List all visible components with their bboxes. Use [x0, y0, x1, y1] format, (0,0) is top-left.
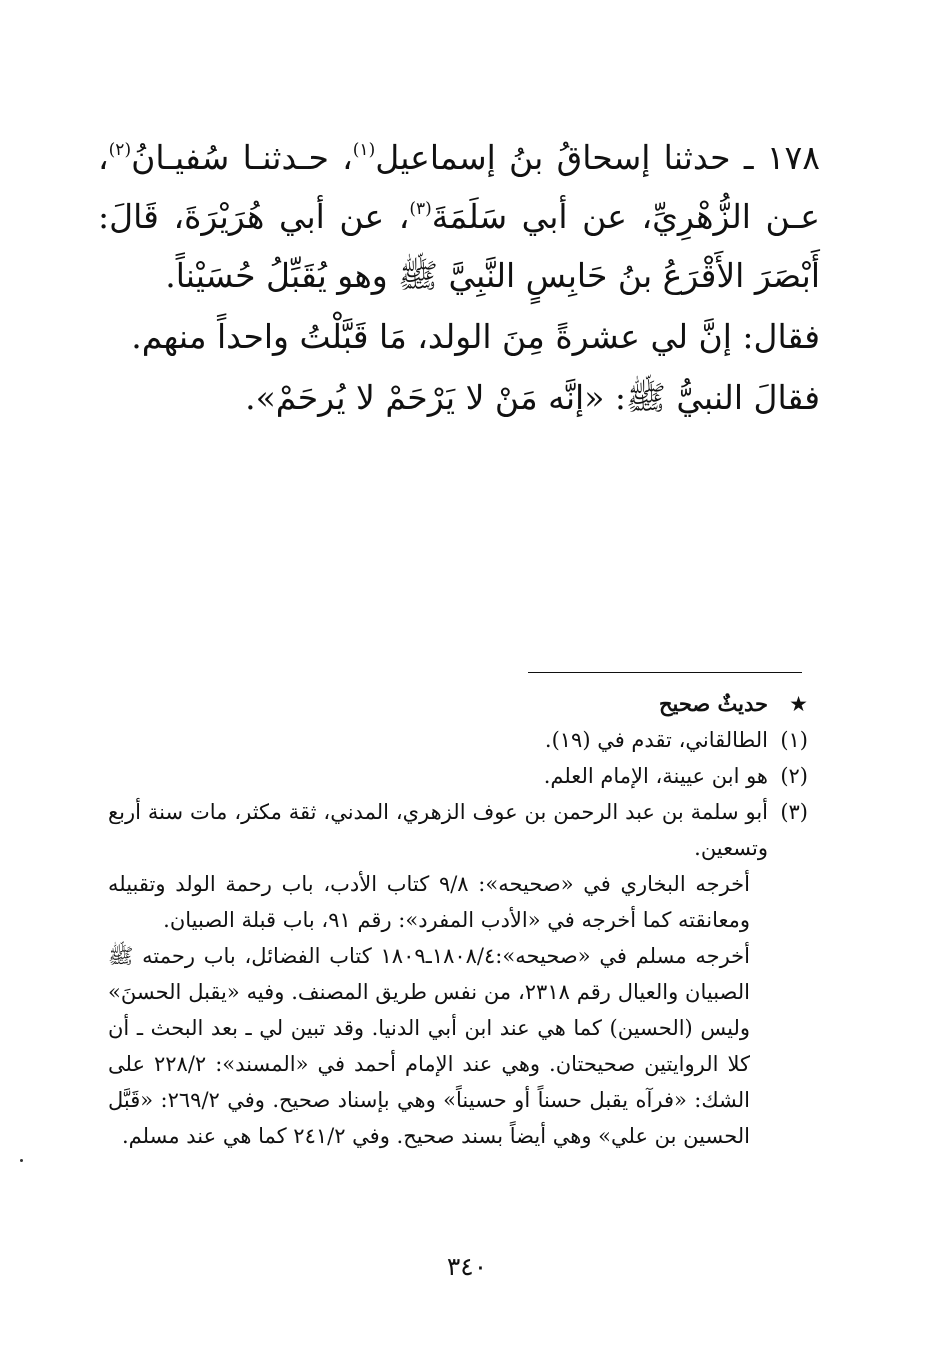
hadith-line-2: فقال: إنَّ لي عشرةً مِنَ الولد، مَا قَبَّلْتُ واحداً منهم. — [131, 317, 820, 356]
footnote-2-text: هو ابن عيينة، الإمام العلم. — [543, 764, 768, 788]
hadith-dash: ـ — [743, 138, 754, 177]
footnote-3-marker: (٣) — [780, 800, 808, 824]
isnad-part-3: ، عـن الزُّهْرِيِّ، عن أبي سَلَمَةَ — [98, 138, 820, 236]
footnote-ref-1[interactable]: (١) — [352, 140, 376, 160]
footnote-1-text: الطالقاني، تقدم في (١٩). — [544, 728, 768, 752]
hadith-line-3: فقالَ النبيُّ ﷺ: «إنَّه مَنْ لا يَرْحَمْ لا يُرحَمْ». — [245, 378, 820, 417]
footnote-2-marker: (٢) — [780, 764, 808, 788]
footnote-1 — [108, 722, 808, 758]
footnote-2 — [108, 758, 808, 794]
hadith-grade: حديثٌ صحيح — [658, 691, 768, 716]
star-icon: ★ — [789, 692, 808, 716]
isnad-part-1: حدثنا إسحاقُ بنُ إسماعيل — [375, 138, 731, 177]
page-number: ٣٤٠ — [446, 1252, 488, 1281]
hadith-text — [98, 128, 820, 427]
isnad-part-2: ، حـدثنـا سُفيـانُ — [131, 138, 353, 177]
grade-row — [108, 686, 808, 722]
hadith-number: ١٧٨ — [766, 138, 820, 177]
footnote-ref-2[interactable]: (٢) — [108, 140, 132, 160]
footnotes-section — [108, 686, 808, 1154]
isnad-part-4: ، عن أبي هُرَيْرَةَ، قَالَ: أَبْصَرَ الأَقْرَعُ بنُ حَابِسٍ النَّبِيَّ ﷺ وهو يُقَبِّلُ حُسَيْناً. — [98, 197, 820, 295]
takhrij-muslim: أخرجه مسلم في «صحيحه»:١٨٠٨/٤ـ١٨٠٩ كتاب الفضائل، باب رحمته ﷺ الصبيان والعيال رقم ٢٣١٨، من نفس طريق المصنف. وفيه «يقبل الحسنَ» وليس (الحسين) كما هي عند ابن أبي الدنيا. وقد تبين لي ـ بعد البحث ـ أن كلا الروايتين صحيحتان. وهي عند الإمام أحمد في «المسند»: ٢٢٨/٢ على الشك: «فرآه يقبل حسناً أو حسيناً» وهي بإسناد صحيح. وفي ٢٦٩/٢: «قَبَّل الحسين بن علي» وهي أيضاً بسند صحيح. وفي ٢٤١/٢ كما هي عند مسلم. — [108, 944, 751, 1148]
footnote-divider — [528, 672, 802, 673]
footnote-1-marker: (١) — [780, 728, 808, 752]
footnote-3-text: أبو سلمة بن عبد الرحمن بن عوف الزهري، المدني، ثقة مكثر، مات سنة أربع وتسعين. — [108, 800, 768, 860]
scan-speck — [20, 1159, 23, 1162]
hadith-opening-paragraph — [98, 128, 820, 305]
takhrij-bukhari: أخرجه البخاري في «صحيحه»: ٩/٨ كتاب الأدب، باب رحمة الولد وتقبيله ومعانقته كما أخرجه في «الأدب المفرد»: رقم ٩١، باب قبلة الصبيان. — [108, 872, 750, 932]
footnote-3 — [108, 794, 808, 866]
footnote-ref-3[interactable]: (٣) — [409, 199, 432, 219]
